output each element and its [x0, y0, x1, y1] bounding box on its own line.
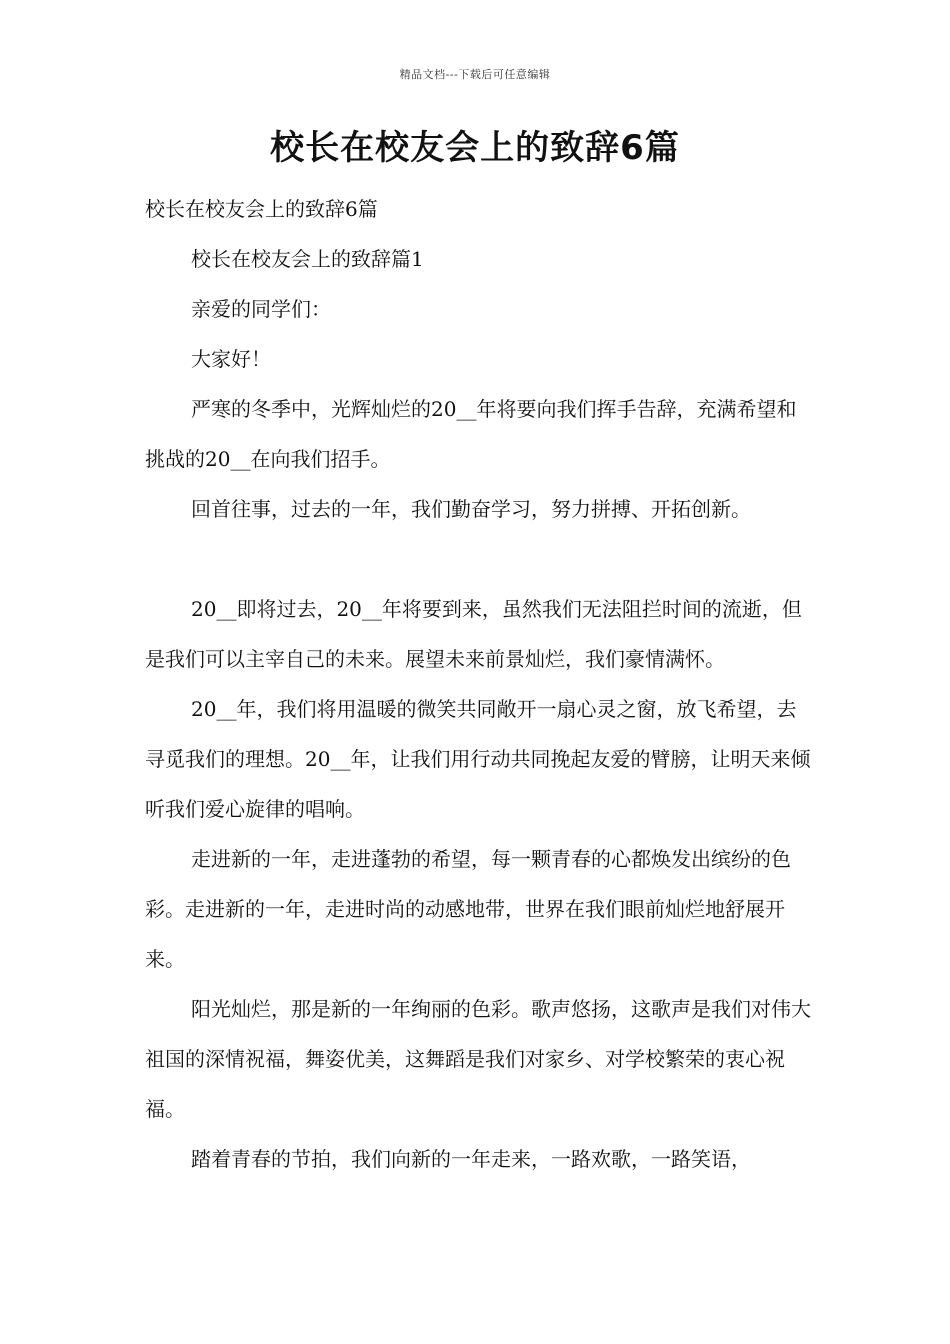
- body-paragraph: 回首往事，过去的一年，我们勤奋学习，努力拼搏、开拓创新。: [191, 497, 751, 521]
- header-note: 精品文档---下载后可任意编辑: [399, 68, 551, 81]
- section-heading: 校长在校友会上的致辞篇1: [191, 247, 424, 271]
- body-paragraph: 阳光灿烂，那是新的一年绚丽的色彩。歌声悠扬，这歌声是我们对伟大祖国的深情祝福，舞姿优美，这舞蹈是我们对家乡、对学校繁荣的衷心祝福。: [145, 997, 811, 1121]
- body-paragraph: 踏着青春的节拍，我们向新的一年走来，一路欢歌，一路笑语，: [191, 1147, 751, 1171]
- subtitle-paragraph: 校长在校友会上的致辞6篇: [145, 197, 378, 221]
- body-paragraph: 严寒的冬季中，光辉灿烂的20__年将要向我们挥手告辞，充满希望和挑战的20__在向我们招手。: [145, 397, 797, 471]
- paragraph-gap: [145, 534, 815, 584]
- body-paragraph: 20__即将过去，20__年将要到来，虽然我们无法阻拦时间的流逝，但是我们可以主宰自己的未来。展望未来前景灿烂，我们豪情满怀。: [145, 597, 802, 671]
- greeting-paragraph: 大家好！: [191, 347, 271, 371]
- body-paragraph: 20__年，我们将用温暖的微笑共同敞开一扇心灵之窗，放飞希望，去寻觅我们的理想。20__年，让我们用行动共同挽起友爱的臂膀，让明天来倾听我们爱心旋律的唱响。: [145, 697, 811, 821]
- salutation-paragraph: 亲爱的同学们：: [191, 297, 331, 321]
- document-body: [145, 184, 815, 1184]
- body-paragraph: 走进新的一年，走进蓬勃的希望，每一颗青春的心都焕发出缤纷的色彩。走进新的一年，走进时尚的动感地带，世界在我们眼前灿烂地舒展开来。: [145, 847, 791, 971]
- document-title: 校长在校友会上的致辞6篇: [270, 128, 680, 168]
